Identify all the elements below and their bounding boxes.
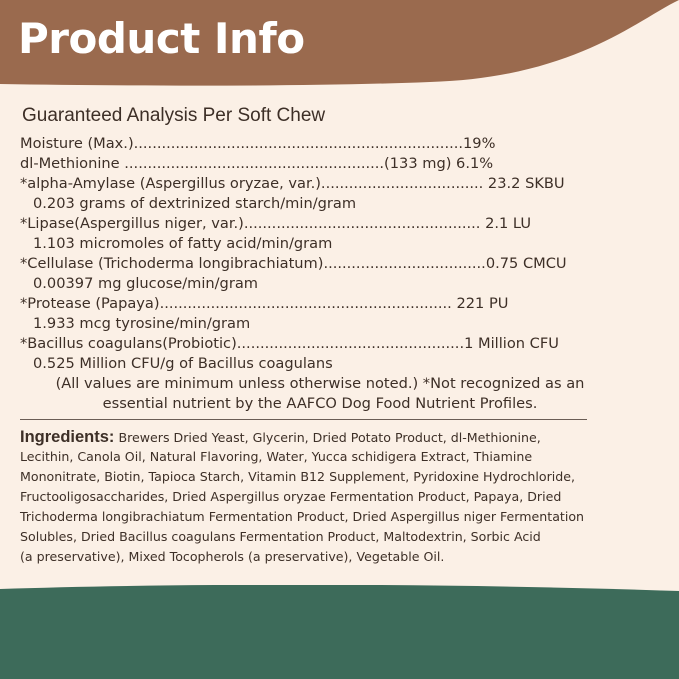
guaranteed-analysis-list (20, 134, 620, 414)
analysis-footnote-line-1: (All values are minimum unless otherwise noted.) *Not recognized as an (55, 375, 585, 392)
ingredients-line: (a preservative), Mixed Tocopherols (a preservative), Vegetable Oil. (20, 549, 445, 564)
analysis-row-amylase: *alpha-Amylase (Aspergillus oryzae, var.)................................... 23.2 SKBU (20, 175, 565, 192)
analysis-detail-cellulase: 0.00397 mg glucose/min/gram (33, 275, 258, 292)
analysis-row-protease: *Protease (Papaya)............................................................... 221 PU (20, 295, 509, 312)
analysis-detail-lipase: 1.103 micromoles of fatty acid/min/gram (33, 235, 333, 252)
section-divider (20, 419, 587, 420)
analysis-row-bacillus: *Bacillus coagulans(Probiotic).................................................1 Million CFU (20, 335, 559, 352)
analysis-detail-amylase: 0.203 grams of dextrinized starch/min/gram (33, 195, 357, 212)
analysis-title: Guaranteed Analysis Per Soft Chew (22, 105, 326, 126)
ingredients-line: Lecithin, Canola Oil, Natural Flavoring, Water, Yucca schidigera Extract, Thiamine (20, 449, 533, 464)
ingredients-label: Ingredients: (20, 428, 115, 446)
analysis-row-methionine: dl-Methionine ........................................................(133 mg) 6.1% (20, 155, 494, 172)
footer-banner (0, 585, 679, 679)
ingredients-line: Solubles, Dried Bacillus coagulans Fermentation Product, Maltodextrin, Sorbic Acid (20, 529, 541, 544)
ingredients-text: Brewers Dried Yeast, Glycerin, Dried Potato Product, dl-Methionine, (114, 430, 541, 445)
page-title: Product Info (18, 14, 305, 63)
ingredients-line (20, 427, 665, 447)
analysis-row-cellulase: *Cellulase (Trichoderma longibrachiatum)...................................0.75 CMCU (20, 255, 567, 272)
analysis-row-lipase: *Lipase(Aspergillus niger, var.)................................................... 2.1 LU (20, 215, 532, 232)
ingredients-line: Mononitrate, Biotin, Tapioca Starch, Vitamin B12 Supplement, Pyridoxine Hydrochloride, (20, 469, 576, 484)
analysis-detail-protease: 1.933 mcg tyrosine/min/gram (33, 315, 251, 332)
ingredients-section (20, 427, 665, 567)
ingredients-line: Trichoderma longibrachiatum Fermentation Product, Dried Aspergillus niger Fermentation (20, 509, 585, 524)
analysis-row-moisture: Moisture (Max.).......................................................................19% (20, 135, 496, 152)
analysis-detail-bacillus: 0.525 Million CFU/g of Bacillus coagulans (33, 355, 333, 372)
analysis-footnote-line-2: essential nutrient by the AAFCO Dog Food Nutrient Profiles. (102, 395, 538, 412)
ingredients-line: Fructooligosaccharides, Dried Aspergillus oryzae Fermentation Product, Papaya, Dried (20, 489, 562, 504)
